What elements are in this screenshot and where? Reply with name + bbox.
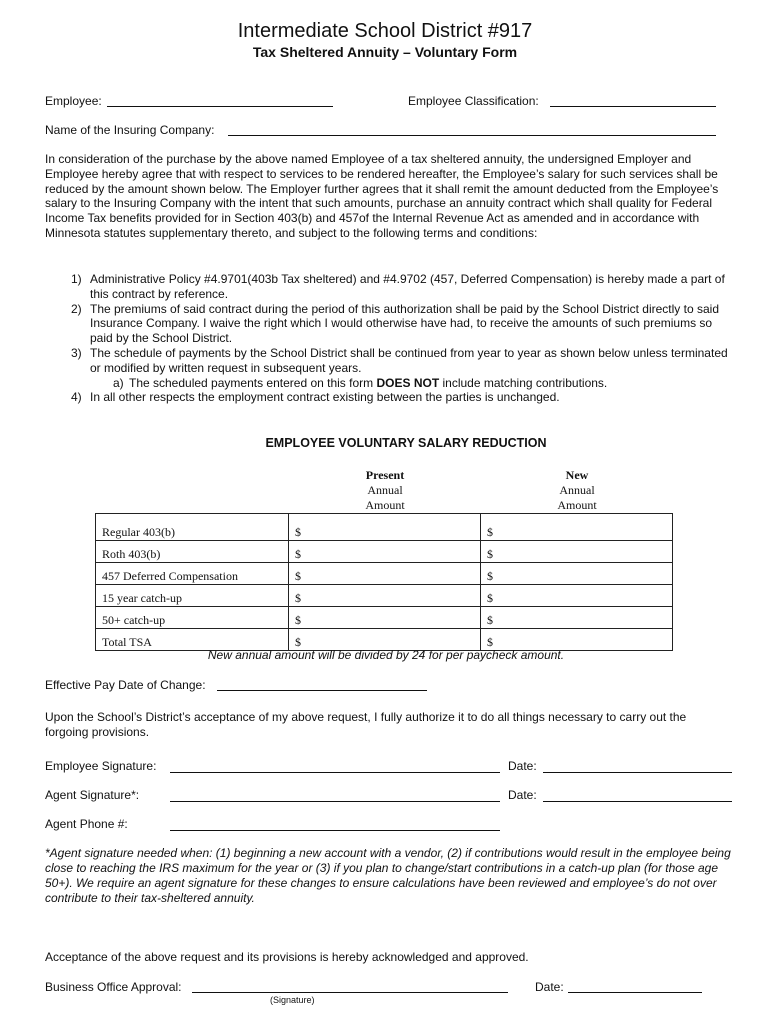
new-amount-cell[interactable]: $ <box>481 563 673 585</box>
new-amount-cell[interactable]: $ <box>481 585 673 607</box>
effective-date-field[interactable] <box>217 690 427 691</box>
table-row <box>96 563 673 585</box>
term-subitem-a <box>45 376 729 391</box>
row-label: Total TSA <box>96 629 289 651</box>
insuring-company-label: Name of the Insuring Company: <box>45 123 215 137</box>
present-amount-cell[interactable]: $ <box>289 541 481 563</box>
present-amount-cell[interactable]: $ <box>289 514 481 541</box>
new-header-line3: Amount <box>557 498 597 512</box>
present-header-line1: Present <box>365 468 405 482</box>
table-row <box>96 514 673 541</box>
employee-date-field[interactable] <box>543 772 732 773</box>
new-amount-cell[interactable]: $ <box>481 629 673 651</box>
term-number: a) <box>113 375 124 390</box>
term-text-before: The scheduled payments entered on this form <box>129 375 377 390</box>
employee-field[interactable] <box>107 106 333 107</box>
row-label: 457 Deferred Compensation <box>96 563 289 585</box>
insuring-company-field[interactable] <box>228 135 716 136</box>
classification-label: Employee Classification: <box>408 94 539 108</box>
table-row <box>96 607 673 629</box>
effective-date-label: Effective Pay Date of Change: <box>45 678 206 692</box>
new-header-line2: Annual <box>559 483 595 497</box>
new-amount-header <box>527 468 627 513</box>
present-amount-cell[interactable]: $ <box>289 607 481 629</box>
row-label: 50+ catch-up <box>96 607 289 629</box>
salary-section-heading: EMPLOYEE VOLUNTARY SALARY REDUCTION <box>265 436 547 450</box>
agent-date-field[interactable] <box>543 801 732 802</box>
authorization-paragraph: Upon the School’s District’s acceptance of my above request, I fully authorize it to do all things necessary to carry out the forgoing provisions. <box>45 710 687 739</box>
term-text-after: include matching contributions. <box>439 375 608 390</box>
agent-phone-label: Agent Phone #: <box>45 817 128 831</box>
new-amount-cell[interactable]: $ <box>481 541 673 563</box>
row-label: Roth 403(b) <box>96 541 289 563</box>
term-item-1 <box>45 272 729 302</box>
agent-date-label: Date: <box>508 788 537 802</box>
present-amount-cell[interactable]: $ <box>289 629 481 651</box>
salary-reduction-table <box>95 513 673 651</box>
table-row <box>96 541 673 563</box>
agent-signature-label: Agent Signature*: <box>45 788 140 802</box>
employee-label: Employee: <box>45 94 102 108</box>
present-amount-cell[interactable]: $ <box>289 585 481 607</box>
form-subtitle: Tax Sheltered Annuity – Voluntary Form <box>252 44 518 60</box>
agent-signature-field[interactable] <box>170 801 500 802</box>
business-office-signature-field[interactable] <box>192 992 508 993</box>
present-amount-cell[interactable]: $ <box>289 563 481 585</box>
row-label: 15 year catch-up <box>96 585 289 607</box>
employee-signature-field[interactable] <box>170 772 500 773</box>
signature-caption: (Signature) <box>270 995 315 1005</box>
present-amount-header <box>335 468 435 513</box>
row-label: Regular 403(b) <box>96 514 289 541</box>
new-amount-cell[interactable]: $ <box>481 607 673 629</box>
business-office-date-field[interactable] <box>568 992 702 993</box>
term-number: 2) <box>71 301 82 316</box>
terms-list <box>45 272 729 405</box>
present-header-line3: Amount <box>365 498 405 512</box>
term-item-4 <box>45 390 729 405</box>
term-item-2 <box>45 302 729 346</box>
intro-paragraph: In consideration of the purchase by the above named Employee of a tax sheltered annuity, the undersigned Employer and Employee hereby agree that with respect to services to be rendered hereafter, the Employee’s salary for such services shall be reduced by the amount shown below. The Employer further agrees that it shall remit the amount deducted from the Employee’s salary to the Insuring Company with the intent that such amounts, purchase an annuity contract which shall quality for Federal Income Tax benefits provided for in Section 403(b) and 457of the Internal Revenue Act as amended and in accordance with Minnesota statutes supplementary thereto, and subject to the following terms and conditions: <box>45 152 719 240</box>
term-number: 1) <box>71 272 82 286</box>
term-text: In all other respects the employment contract existing between the parties is unchanged. <box>90 390 560 405</box>
term-text: The premiums of said contract during the period of this authorization shall be paid by the School District directly to said Insurance Company. I waive the right which I would otherwise have had, to receive the amounts of such premiums so paid by the School District. <box>90 301 719 346</box>
form-title: Intermediate School District #917 <box>237 20 533 42</box>
classification-field[interactable] <box>550 106 716 107</box>
per-paycheck-note: New annual amount will be divided by 24 for per paycheck amount. <box>207 648 565 662</box>
acceptance-text: Acceptance of the above request and its provisions is hereby acknowledged and approved. <box>45 950 529 964</box>
agent-phone-field[interactable] <box>170 830 500 831</box>
term-number: 3) <box>71 345 82 360</box>
term-item-3 <box>45 346 729 376</box>
table-row <box>96 585 673 607</box>
term-text-bold: DOES NOT <box>376 375 440 390</box>
employee-date-label: Date: <box>508 759 537 773</box>
agent-signature-note: *Agent signature needed when: (1) beginning a new account with a vendor, (2) if contributions would result in the employee being close to reaching the IRS maximum for the year or (3) if you plan to change/start contributions in a catch-up plan (for those age 50+). We require an agent signature for these changes to ensure calculations have been reviewed and employee’s do not over contribute to their tax-sheltered annuity. <box>45 846 731 905</box>
new-header-line1: New <box>565 468 589 482</box>
business-office-label: Business Office Approval: <box>45 980 182 994</box>
present-header-line2: Annual <box>367 483 403 497</box>
business-office-date-label: Date: <box>535 980 564 994</box>
term-text: The schedule of payments by the School District shall be continued from year to year as shown below unless terminated or modified by written request in subsequent years. <box>90 345 728 375</box>
term-text: Administrative Policy #4.9701(403b Tax sheltered) and #4.9702 (457, Deferred Compensation) is hereby made a part of this contract by reference. <box>90 272 725 301</box>
employee-signature-label: Employee Signature: <box>45 759 157 773</box>
new-amount-cell[interactable]: $ <box>481 514 673 541</box>
term-number: 4) <box>71 390 82 405</box>
